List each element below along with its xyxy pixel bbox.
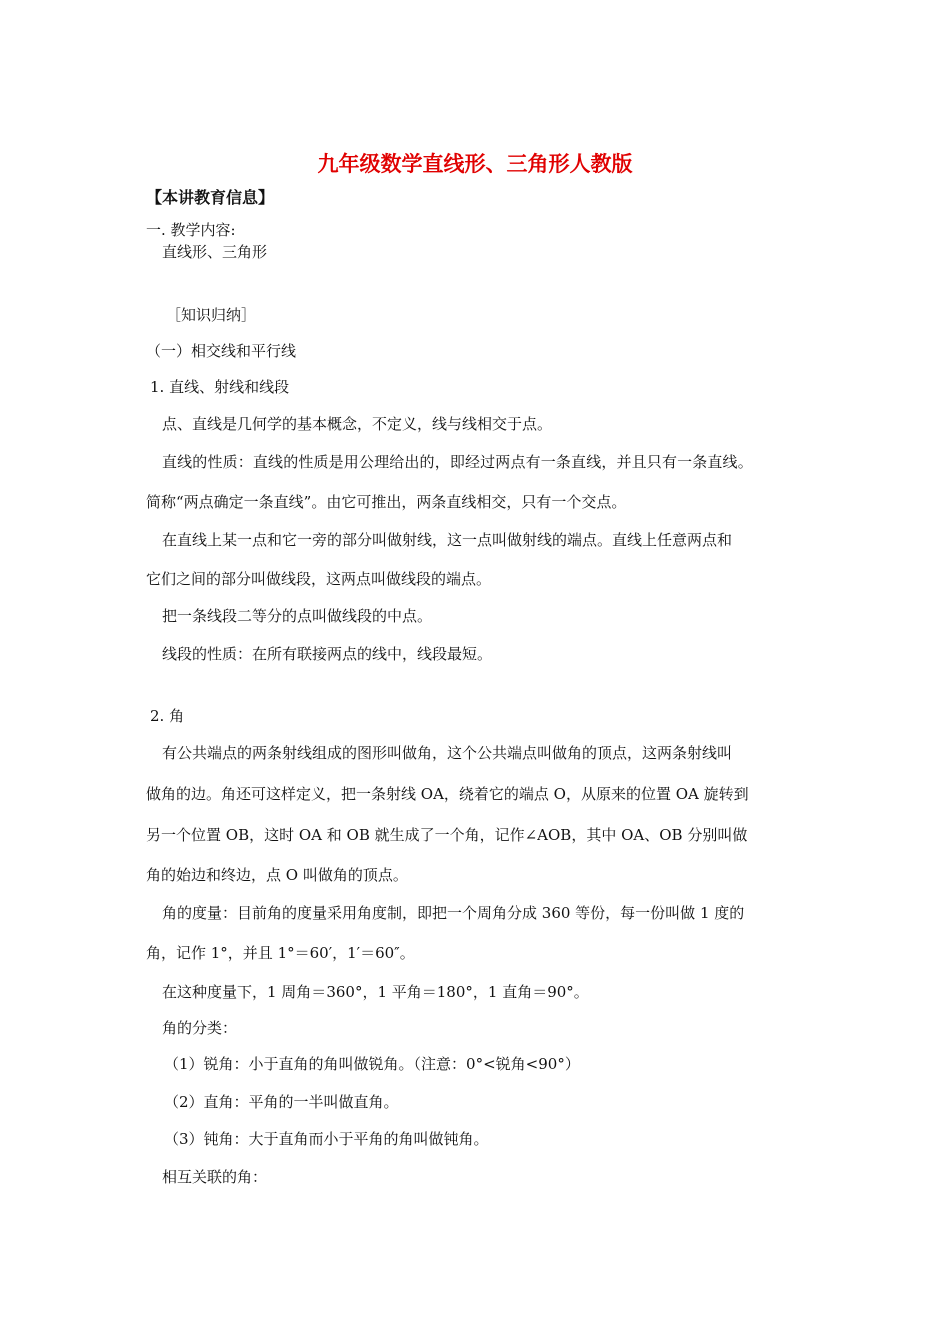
paragraph-line: 做角的边。角还可这样定义，把一条射线 OA，绕着它的端点 O，从原来的位置 OA 旋转到 — [146, 785, 749, 803]
paragraph-line: 把一条线段二等分的点叫做线段的中点。 — [162, 607, 433, 625]
paragraph-line: 角的始边和终边，点 O 叫做角的顶点。 — [146, 866, 408, 884]
content-heading: 一. 教学内容: — [146, 221, 236, 239]
document-title: 九年级数学直线形、三角形人教版 — [317, 151, 633, 176]
item1-heading: 1. 直线、射线和线段 — [150, 378, 290, 396]
list-item: （3）钝角：大于直角而小于平角的角叫做钝角。 — [164, 1130, 489, 1148]
paragraph-line: 角的分类： — [162, 1019, 238, 1037]
section-header: 【本讲教育信息】 — [146, 188, 275, 207]
content-topic: 直线形、三角形 — [162, 243, 268, 261]
knowledge-heading: ［知识归纳］ — [166, 306, 257, 324]
paragraph-line: 另一个位置 OB，这时 OA 和 OB 就生成了一个角，记作∠AOB，其中 OA、OB 分别叫做 — [146, 826, 748, 844]
paragraph-line: 角，记作 1°，并且 1°＝60′，1′＝60″。 — [146, 944, 415, 962]
paragraph-line: 有公共端点的两条射线组成的图形叫做角，这个公共端点叫做角的顶点，这两条射线叫 — [162, 744, 733, 762]
paragraph-line: 在这种度量下，1 周角＝360°，1 平角＝180°，1 直角＝90°。 — [162, 983, 589, 1001]
paragraph-line: 点、直线是几何学的基本概念，不定义，线与线相交于点。 — [162, 415, 553, 433]
paragraph-line: 它们之间的部分叫做线段，这两点叫做线段的端点。 — [146, 570, 492, 588]
paragraph-line: 简称“两点确定一条直线”。由它可推出，两条直线相交，只有一个交点。 — [146, 493, 627, 511]
part1-heading: （一）相交线和平行线 — [146, 342, 297, 360]
paragraph-line: 直线的性质：直线的性质是用公理给出的，即经过两点有一条直线，并且只有一条直线。 — [162, 453, 753, 471]
paragraph-line: 角的度量：目前角的度量采用角度制，即把一个周角分成 360 等份，每一份叫做 1 度的 — [162, 904, 745, 922]
paragraph-line: 在直线上某一点和它一旁的部分叫做射线，这一点叫做射线的端点。直线上任意两点和 — [162, 531, 733, 549]
paragraph-line: 相互关联的角： — [162, 1168, 268, 1186]
list-item: （2）直角：平角的一半叫做直角。 — [164, 1093, 399, 1111]
item2-heading: 2. 角 — [150, 707, 185, 725]
paragraph-line: 线段的性质：在所有联接两点的线中，线段最短。 — [162, 645, 493, 663]
list-item: （1）锐角：小于直角的角叫做锐角。（注意：0°<锐角<90°） — [164, 1055, 580, 1073]
